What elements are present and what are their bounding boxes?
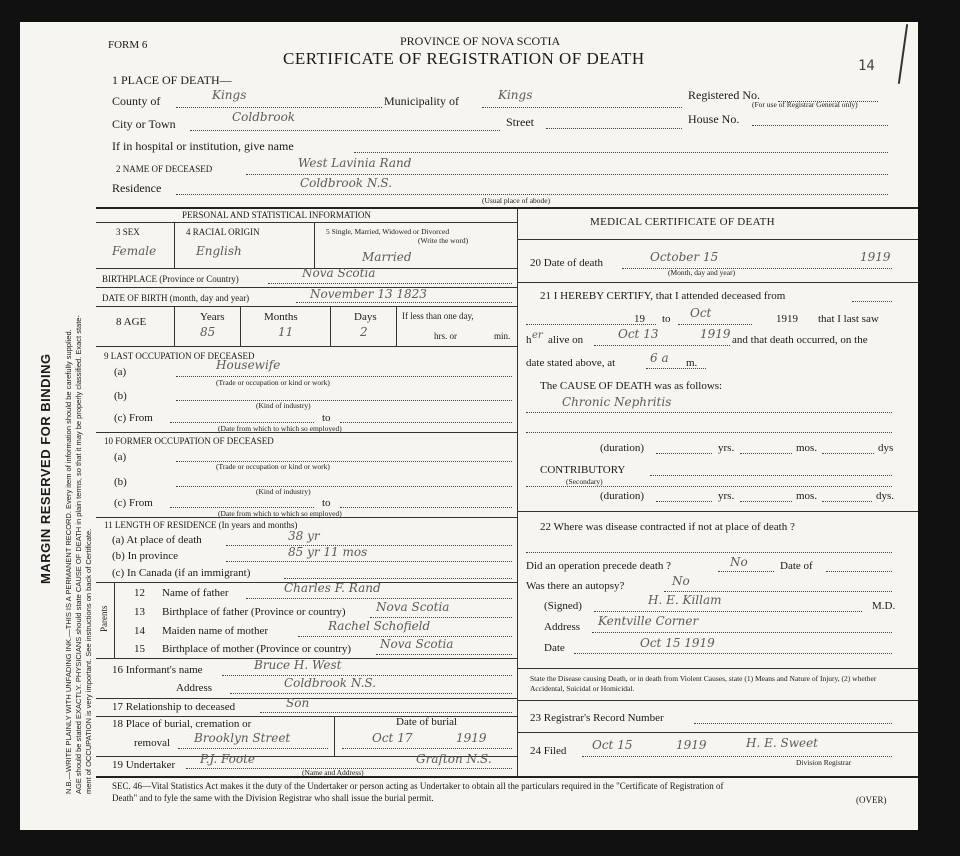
former-c-label: (c) From xyxy=(114,497,153,509)
county-label: County of xyxy=(112,94,161,108)
h-label: h xyxy=(526,334,532,346)
p12-num: 12 xyxy=(134,587,145,599)
former-b-note: (Kind of industry) xyxy=(256,487,311,496)
page-number: 14 xyxy=(858,58,875,74)
marital-value: Married xyxy=(362,250,412,264)
sec46-text-2: Death" and to fyle the same with the Division Registrar who shall issue the burial permit. xyxy=(112,793,434,803)
city-value: Coldbrook xyxy=(232,110,296,124)
residence-label: Residence xyxy=(112,181,162,195)
filed-year: 1919 xyxy=(676,738,707,752)
residence-note: (Usual place of abode) xyxy=(482,196,551,205)
sex-value: Female xyxy=(112,244,157,258)
relationship-label: 17 Relationship to deceased xyxy=(112,701,236,713)
duration-1: (duration) xyxy=(600,442,644,454)
municipality-value: Kings xyxy=(498,88,533,102)
alive-label: alive on xyxy=(548,334,584,346)
race-label: 4 RACIAL ORIGIN xyxy=(186,227,260,237)
dob-label: DATE OF BIRTH (month, day and year) xyxy=(102,293,250,303)
autopsy-label: Was there an autopsy? xyxy=(526,580,625,592)
sidebar-note-3: ment of OCCUPATION is very important. See instructions on back of Certificate. xyxy=(84,528,93,794)
table-bottom-rule xyxy=(96,776,918,778)
p13-num: 13 xyxy=(134,606,145,618)
municipality-label: Municipality of xyxy=(384,94,459,108)
margin-reserved-label: MARGIN RESERVED FOR BINDING xyxy=(38,353,53,584)
months-value: 11 xyxy=(278,325,294,339)
street-label: Street xyxy=(506,115,534,129)
occ-c-label: (c) From xyxy=(114,412,153,424)
res-c-label: (c) In Canada (if an immigrant) xyxy=(112,567,251,579)
former-a-label: (a) xyxy=(114,451,127,463)
informant-address-value: Coldbrook N.S. xyxy=(284,676,377,690)
column-divider xyxy=(517,207,518,776)
former-to-label: to xyxy=(322,497,331,509)
certify-to-value: Oct xyxy=(690,306,712,320)
occurred-text: and that death occurred, on the xyxy=(732,334,868,346)
father-value: Charles F. Rand xyxy=(284,581,381,595)
undertaker-address: Grafton N.S. xyxy=(416,752,492,766)
undertaker-value: P.J. Foote xyxy=(200,752,256,766)
med-date-label: Date xyxy=(544,642,565,654)
birthplace-value: Nova Scotia xyxy=(302,266,376,280)
registered-label: Registered No. xyxy=(688,88,760,102)
house-label: House No. xyxy=(688,112,740,126)
mother-bp-label: Birthplace of mother (Province or country) xyxy=(162,643,352,655)
res-a-value: 38 yr xyxy=(288,529,320,543)
personal-heading: PERSONAL AND STATISTICAL INFORMATION xyxy=(182,210,371,220)
residence-value: Coldbrook N.S. xyxy=(300,176,393,190)
age-label: 8 AGE xyxy=(116,316,147,328)
marital-label: 5 Single, Married, Widowed or Divorced xyxy=(326,227,450,236)
former-occupation-heading: 10 FORMER OCCUPATION OF DECEASED xyxy=(104,436,274,446)
mos-1: mos. xyxy=(796,442,818,454)
hospital-label: If in hospital or institution, give name xyxy=(112,139,294,153)
mos-2: mos. xyxy=(796,490,818,502)
p15-num: 15 xyxy=(134,643,145,655)
operation-value: No xyxy=(730,555,748,569)
cause-value: Chronic Nephritis xyxy=(562,395,672,409)
informant-value: Bruce H. West xyxy=(254,658,342,672)
years-label: Years xyxy=(200,311,225,323)
occ-c-note: (Date from which to which so employed) xyxy=(218,424,342,433)
time-value: 6 a xyxy=(650,351,669,365)
province-title: PROVINCE OF NOVA SCOTIA xyxy=(400,34,561,48)
informant-address-label: Address xyxy=(176,682,213,694)
birthplace-label: BIRTHPLACE (Province or Country) xyxy=(102,274,239,284)
hrs-label: hrs. or xyxy=(434,331,457,341)
registrar-record-label: 23 Registrar's Record Number xyxy=(530,712,664,724)
registrar-signature: H. E. Sweet xyxy=(746,736,818,750)
alive-year: 1919 xyxy=(700,327,731,341)
father-bp-value: Nova Scotia xyxy=(376,600,450,614)
res-a-label: (a) At place of death xyxy=(112,534,202,546)
occ-to-label: to xyxy=(322,412,331,424)
sidebar-note-2: AGE should be stated EXACTLY. PHYSICIANS should state CAUSE OF DEATH in plain terms, so that it may be properly classified. Exact state- xyxy=(74,315,83,794)
death-date-year: 1919 xyxy=(860,250,891,264)
over-label: (OVER) xyxy=(856,795,887,805)
last-occupation-heading: 9 LAST OCCUPATION OF DECEASED xyxy=(104,351,255,361)
former-b-label: (b) xyxy=(114,476,127,488)
burial-year-value: 1919 xyxy=(456,731,487,745)
mother-value: Rachel Schofield xyxy=(328,619,431,633)
registered-note: (For use of Registrar General only) xyxy=(752,100,858,109)
parents-side-label: Parents xyxy=(99,605,109,632)
burial-place-value: Brooklyn Street xyxy=(194,731,291,745)
name-label: 2 NAME OF DECEASED xyxy=(116,164,213,174)
mother-bp-value: Nova Scotia xyxy=(380,637,454,651)
table-top-rule xyxy=(96,207,918,209)
med-address-value: Kentville Corner xyxy=(598,614,699,628)
residence-length-heading: 11 LENGTH OF RESIDENCE (In years and months) xyxy=(104,520,298,530)
undertaker-label: 19 Undertaker xyxy=(112,759,176,771)
cause-label: The CAUSE OF DEATH was as follows: xyxy=(540,380,723,392)
dob-value: November 13 1823 xyxy=(310,287,427,301)
min-label: min. xyxy=(494,331,511,341)
name-value: West Lavinia Rand xyxy=(298,156,412,170)
occ-a-note: (Trade or occupation or kind or work) xyxy=(216,378,330,387)
autopsy-value: No xyxy=(672,574,690,588)
alive-value: Oct 13 xyxy=(618,327,659,341)
yrs-2: yrs. xyxy=(718,490,735,502)
operation-label: Did an operation precede death ? xyxy=(526,560,672,572)
medical-heading: MEDICAL CERTIFICATE OF DEATH xyxy=(590,216,775,228)
marital-note: (Write the word) xyxy=(418,236,469,245)
contributory-label: CONTRIBUTORY xyxy=(540,464,626,476)
certificate-title: CERTIFICATE OF REGISTRATION OF DEATH xyxy=(283,49,645,68)
burial-date-value: Oct 17 xyxy=(372,731,413,745)
filed-value: Oct 15 xyxy=(592,738,633,752)
certify-to-label: to xyxy=(662,313,671,325)
res-b-label: (b) In province xyxy=(112,550,178,562)
violent-causes-note: State the Disease causing Death, or in death from Violent Causes, state (1) Means and Nature of Injury, (2) whether Accidental, Suicidal or Homicidal. xyxy=(530,674,877,693)
days-label: Days xyxy=(354,311,377,323)
h-value: er xyxy=(532,330,543,341)
removal-label: removal xyxy=(134,737,171,749)
relationship-value: Son xyxy=(286,696,310,710)
occ-b-label: (b) xyxy=(114,390,127,402)
certify-text: 21 I HEREBY CERTIFY, that I attended deceased from xyxy=(540,290,786,302)
city-label: City or Town xyxy=(112,117,176,131)
dys-2: dys. xyxy=(876,490,895,502)
last-saw-text: that I last saw xyxy=(818,313,879,325)
sidebar-note-1: N.B.—WRITE PLAINLY WITH UNFADING INK.—THIS IS A PERMANENT RECORD. Every item of information should be carefully supplied. xyxy=(64,329,73,794)
p14-num: 14 xyxy=(134,625,145,637)
sex-label: 3 SEX xyxy=(116,227,140,237)
informant-label: 16 Informant's name xyxy=(112,664,203,676)
res-b-value: 85 yr 11 mos xyxy=(288,545,368,559)
signed-label: (Signed) xyxy=(544,600,582,612)
death-date-value: October 15 xyxy=(650,250,719,264)
duration-2: (duration) xyxy=(600,490,644,502)
years-value: 85 xyxy=(200,325,216,339)
race-value: English xyxy=(196,244,242,258)
binding-margin xyxy=(24,24,96,830)
date-stated-text: date stated above, at xyxy=(526,357,616,369)
months-label: Months xyxy=(264,311,298,323)
secondary-note: (Secondary) xyxy=(566,477,603,486)
occ-a-value: Housewife xyxy=(216,358,281,372)
burial-date-label: Date of burial xyxy=(396,716,458,728)
m-label: m. xyxy=(686,357,698,369)
undertaker-note: (Name and Address) xyxy=(302,768,364,777)
md-label: M.D. xyxy=(872,600,896,612)
county-value: Kings xyxy=(212,88,247,102)
sec46-text: SEC. 46—Vital Statistics Act makes it the duty of the Undertaker or person acting as Undertaker to obtain all the particulars required in the "Certificate of Registration of xyxy=(112,781,724,791)
signed-value: H. E. Killam xyxy=(648,593,722,607)
med-date-value: Oct 15 1919 xyxy=(640,636,715,650)
division-registrar-label: Division Registrar xyxy=(796,758,852,767)
former-c-note: (Date from which to which so employed) xyxy=(218,509,342,518)
death-date-label: 20 Date of death xyxy=(530,257,603,269)
occ-a-label: (a) xyxy=(114,366,127,378)
yrs-1: yrs. xyxy=(718,442,735,454)
form-number: FORM 6 xyxy=(108,39,148,51)
father-label: Name of father xyxy=(162,587,229,599)
father-bp-label: Birthplace of father (Province or country) xyxy=(162,606,346,618)
occ-b-note: (Kind of industry) xyxy=(256,401,311,410)
burial-label: 18 Place of burial, cremation or xyxy=(112,718,252,730)
med-address-label: Address xyxy=(544,621,581,633)
place-heading: 1 PLACE OF DEATH— xyxy=(112,73,232,87)
certify-year: 1919 xyxy=(776,313,798,325)
disease-contracted-label: 22 Where was disease contracted if not at place of death ? xyxy=(540,521,795,533)
mother-label: Maiden name of mother xyxy=(162,625,268,637)
lessday-label: If less than one day, xyxy=(402,311,474,321)
dys-1: dys xyxy=(878,442,894,454)
days-value: 2 xyxy=(360,325,368,339)
death-date-note: (Month, day and year) xyxy=(668,268,736,277)
former-a-note: (Trade or occupation or kind or work) xyxy=(216,462,330,471)
certify-from-19: 19 xyxy=(634,313,645,325)
date-of-label: Date of xyxy=(780,560,813,572)
filed-label: 24 Filed xyxy=(530,745,567,757)
